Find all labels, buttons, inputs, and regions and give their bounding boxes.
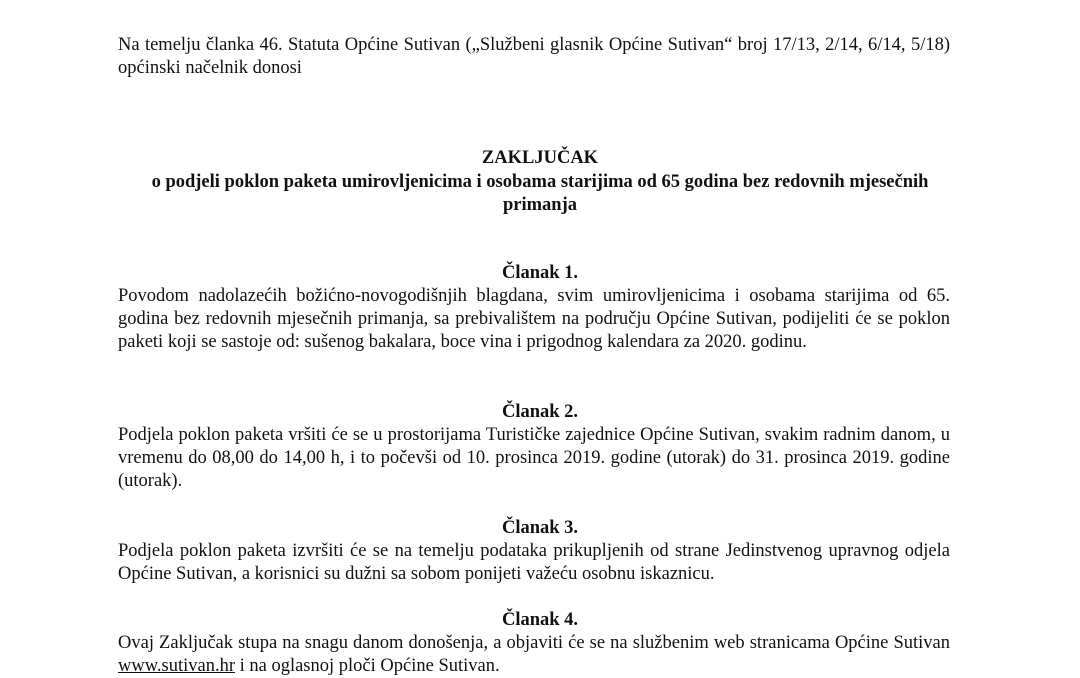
article-4-body (118, 632, 950, 678)
article-3-heading: Članak 3. (501, 518, 579, 538)
article-4-heading: Članak 4. (501, 610, 579, 630)
article-3-body: Podjela poklon paketa izvršiti će se na temelju podataka prikupljenih od strane Jedinstvenog upravnog odjela Općine Sutivan, a korisnici su dužni sa sobom ponijeti važeću osobnu iskaznicu. (118, 541, 950, 584)
article-2-heading: Članak 2. (501, 402, 579, 422)
article-2-body: Podjela poklon paketa vršiti će se u prostorijama Turističke zajednice Općine Sutivan, svakim radnim danom, u vremenu do 08,00 do 14,00 h, i to počevši od 10. prosinca 2019. godine (utorak) do 31. prosinca 2019. godine (utorak). (118, 425, 950, 491)
intro-paragraph: Na temelju članka 46. Statuta Općine Sutivan („Službeni glasnik Općine Sutivan“ broj 17/13, 2/14, 6/14, 5/18) općinski načelnik donosi (118, 35, 950, 78)
article-1-body: Povodom nadolazećih božićno-novogodišnjih blagdana, svim umirovljenicima i osobama starijima od 65. godina bez redovnih mjesečnih primanja, sa prebivalištem na području Općine Sutivan, podijeliti će se poklon paketi koji se sastoje od: sušenog bakalara, boce vina i prigodnog kalendara za 2020. godinu. (118, 286, 950, 352)
article-1-heading: Članak 1. (501, 263, 579, 283)
article-4-text-before: Ovaj Zaključak stupa na snagu danom donošenja, a objaviti će se na službenim web stranicama Općine Sutivan (118, 633, 950, 653)
document-title: ZAKLJUČAK (481, 148, 599, 168)
document-subtitle: o podjeli poklon paketa umirovljenicima i osobama starijima od 65 godina bez redovnih mjesečnih primanja (151, 172, 929, 215)
article-4-text-after: i na oglasnoj ploči Općine Sutivan. (234, 656, 500, 676)
website-link[interactable]: www.sutivan.hr (118, 656, 235, 676)
